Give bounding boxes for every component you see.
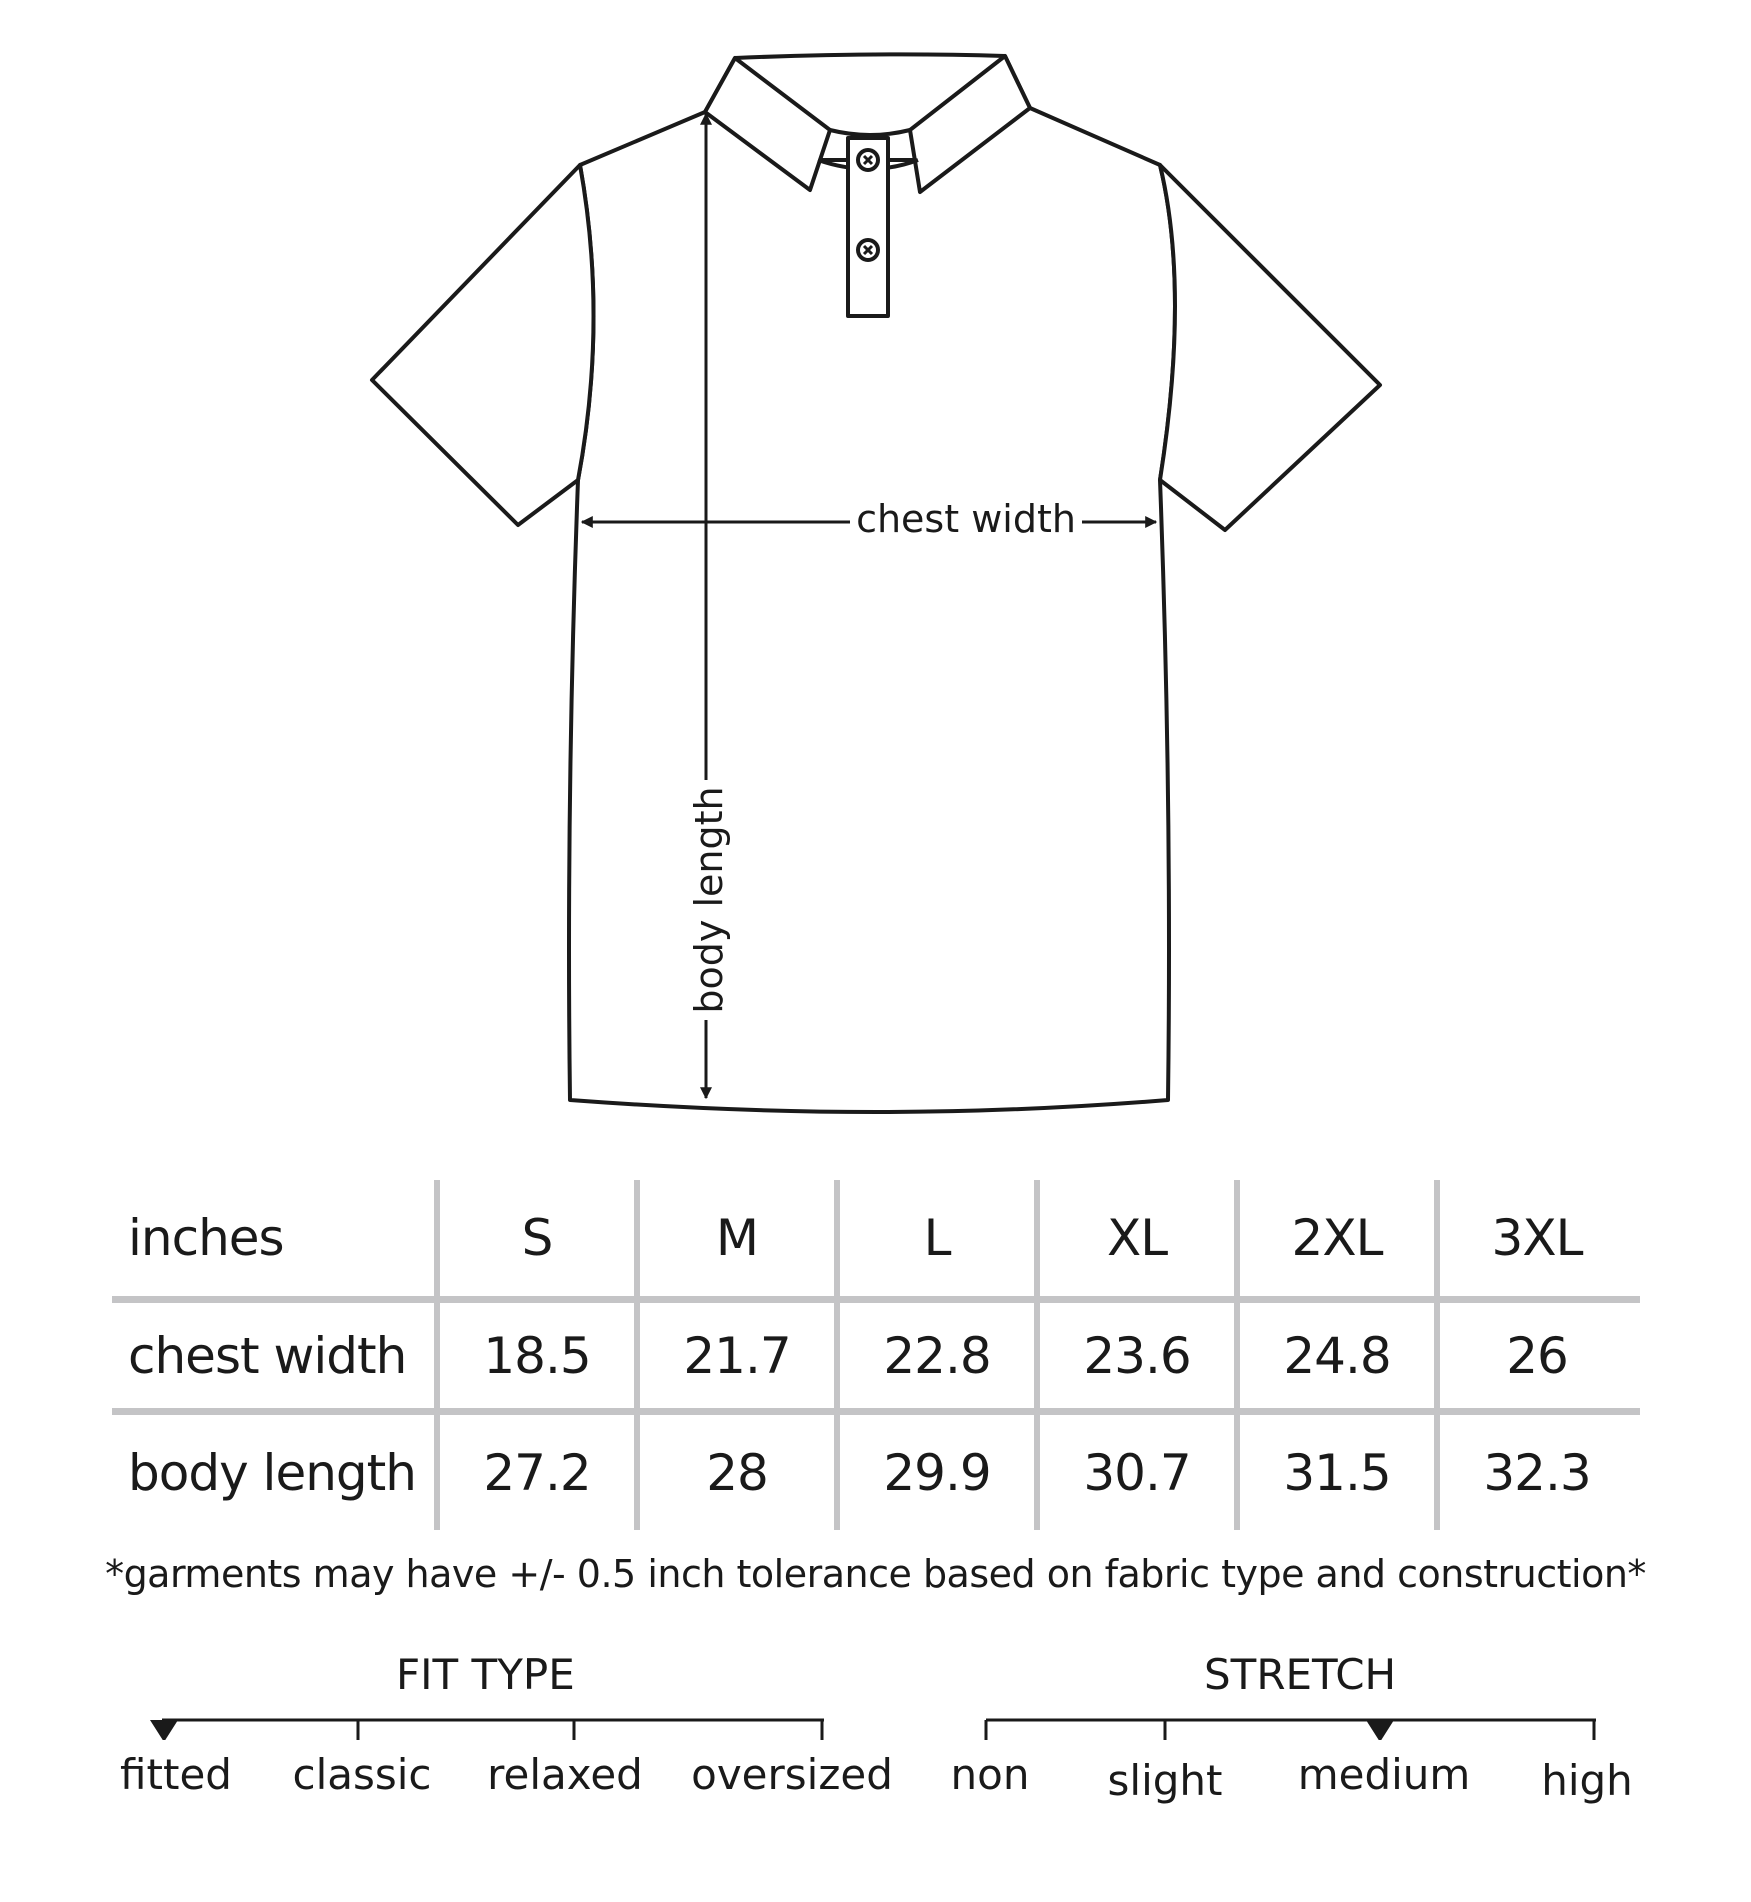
- stretch-option-medium: medium: [1297, 1750, 1471, 1799]
- length-value-m: 28: [706, 1443, 768, 1502]
- chest-value-m: 21.7: [683, 1326, 791, 1385]
- fit-type-title: FIT TYPE: [396, 1650, 575, 1699]
- stretch-option-non: non: [950, 1750, 1030, 1799]
- chest-value-l: 22.8: [883, 1326, 991, 1385]
- fit-option-oversized: oversized: [691, 1750, 893, 1799]
- length-value-l: 29.9: [883, 1443, 991, 1502]
- length-value-3xl: 32.3: [1483, 1443, 1591, 1502]
- shirt-outline: [372, 54, 1380, 1112]
- unit-label: inches: [128, 1209, 284, 1267]
- size-header-m: M: [715, 1209, 759, 1267]
- stretch-option-slight: slight: [1107, 1756, 1223, 1805]
- chest-width-label: chest width: [856, 497, 1076, 541]
- fit-option-fitted: fitted: [120, 1750, 232, 1799]
- size-header-2xl: 2XL: [1291, 1209, 1383, 1267]
- stretch-option-high: high: [1541, 1756, 1633, 1805]
- chest-value-2xl: 24.8: [1283, 1326, 1391, 1385]
- row-divider: [112, 1296, 1640, 1303]
- size-header-xl: XL: [1106, 1209, 1168, 1267]
- body-length-label: body length: [687, 786, 731, 1014]
- fit-option-relaxed: relaxed: [487, 1750, 643, 1799]
- stretch-title: STRETCH: [1204, 1650, 1397, 1699]
- length-value-s: 27.2: [483, 1443, 591, 1502]
- chest-value-3xl: 26: [1506, 1326, 1568, 1385]
- fit-option-classic: classic: [292, 1750, 432, 1799]
- row-label-body-length: body length: [128, 1443, 416, 1502]
- size-header-l: L: [923, 1209, 951, 1267]
- tolerance-note: *garments may have +/- 0.5 inch tolerance based on fabric type and construction*: [105, 1552, 1646, 1596]
- row-divider: [112, 1408, 1640, 1415]
- stretch-axis: [940, 1640, 1751, 1740]
- stretch-selected-marker-icon: [1366, 1720, 1394, 1740]
- size-header-3xl: 3XL: [1491, 1209, 1583, 1267]
- length-value-xl: 30.7: [1083, 1443, 1191, 1502]
- fit-selected-marker-icon: [150, 1720, 178, 1740]
- length-value-2xl: 31.5: [1283, 1443, 1391, 1502]
- size-header-s: S: [521, 1209, 553, 1267]
- row-label-chest-width: chest width: [128, 1326, 407, 1385]
- fit-type-axis: [0, 1640, 880, 1740]
- size-table: [112, 1180, 1640, 1530]
- chest-value-xl: 23.6: [1083, 1326, 1191, 1385]
- chest-value-s: 18.5: [483, 1326, 591, 1385]
- fit-type-scale: [0, 1640, 893, 1820]
- stretch-scale: [940, 1640, 1751, 1830]
